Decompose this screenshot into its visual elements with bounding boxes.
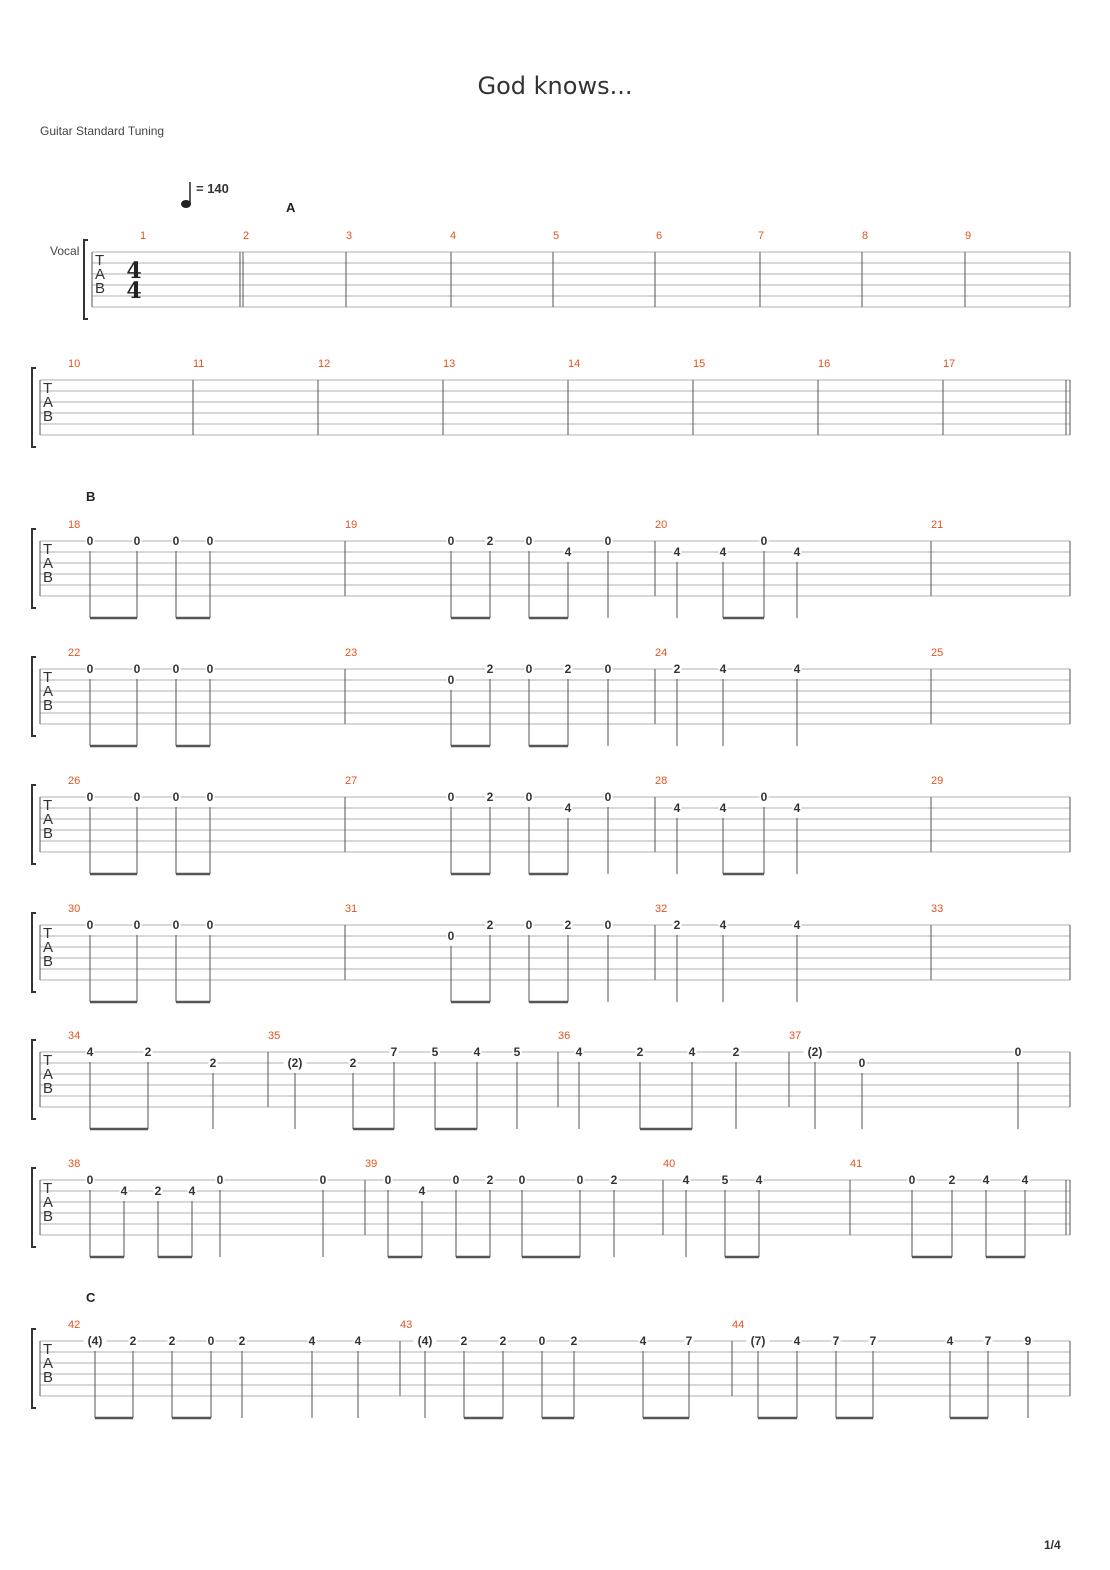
- fret-number: 4: [564, 801, 572, 815]
- fret-number: 0: [172, 534, 180, 548]
- measure-number: 42: [68, 1319, 81, 1331]
- fret-number: 0: [447, 790, 455, 804]
- tab-clef-letter: T: [43, 1052, 53, 1069]
- fret-number: 4: [719, 662, 727, 676]
- fret-number: 2: [564, 662, 572, 676]
- tab-clef-letter: A: [43, 683, 54, 700]
- tab-clef-letter: B: [95, 280, 106, 297]
- fret-number: 2: [948, 1173, 956, 1187]
- fret-number: 4: [682, 1173, 690, 1187]
- fret-number: 2: [673, 918, 681, 932]
- song-title: God knows...: [477, 72, 633, 100]
- fret-number: 5: [721, 1173, 729, 1187]
- measure-number: 24: [655, 647, 668, 659]
- fret-number: 0: [86, 918, 94, 932]
- fret-number: 0: [207, 1334, 215, 1348]
- measure-number: 2: [243, 230, 250, 242]
- fret-number: 0: [604, 662, 612, 676]
- measure-number: 19: [345, 519, 358, 531]
- fret-number: 0: [525, 790, 533, 804]
- system-bracket: [84, 240, 88, 319]
- tab-clef-letter: A: [43, 1355, 54, 1372]
- system-bracket: [32, 913, 36, 992]
- measure-number: 44: [732, 1319, 745, 1331]
- fret-number: 0: [384, 1173, 392, 1187]
- fret-number: 2: [129, 1334, 137, 1348]
- tab-clef-letter: B: [43, 697, 54, 714]
- fret-number: 5: [431, 1045, 439, 1059]
- measure-number: 11: [193, 358, 205, 370]
- fret-number: 4: [793, 1334, 801, 1348]
- fret-number: 9: [1024, 1334, 1032, 1348]
- fret-number: 4: [673, 801, 681, 815]
- measure-number: 33: [931, 903, 944, 915]
- time-signature-bottom: 4: [126, 278, 142, 304]
- fret-number: 0: [604, 790, 612, 804]
- fret-number: 0: [172, 918, 180, 932]
- fret-number: 4: [755, 1173, 763, 1187]
- tab-clef-letter: T: [43, 669, 53, 686]
- fret-number: 4: [719, 801, 727, 815]
- fret-number: 4: [719, 545, 727, 559]
- fret-number: 4: [1021, 1173, 1029, 1187]
- measure-number: 28: [655, 775, 668, 787]
- fret-number: 0: [133, 790, 141, 804]
- tempo-marking: = 140: [196, 181, 229, 196]
- measure-number: 15: [693, 358, 706, 370]
- measure-number: 16: [818, 358, 831, 370]
- fret-number: 0: [206, 534, 214, 548]
- fret-number: 4: [688, 1045, 696, 1059]
- tab-clef-letter: A: [43, 1194, 54, 1211]
- fret-number: 0: [447, 673, 455, 687]
- fret-number: 4: [564, 545, 572, 559]
- system-bracket: [32, 1168, 36, 1247]
- fret-number: 0: [133, 534, 141, 548]
- tab-clef-letter: T: [43, 380, 53, 397]
- fret-number: 2: [486, 662, 494, 676]
- tab-clef-letter: T: [43, 1341, 53, 1358]
- measure-number: 25: [931, 647, 944, 659]
- fret-number: 2: [486, 918, 494, 932]
- fret-number: (4): [87, 1334, 103, 1348]
- measure-number: 37: [789, 1030, 802, 1042]
- tab-clef-letter: A: [43, 811, 54, 828]
- fret-number: (2): [287, 1056, 303, 1070]
- tab-clef-letter: B: [43, 1369, 54, 1386]
- fret-number: 0: [206, 790, 214, 804]
- fret-number: 7: [390, 1045, 398, 1059]
- tab-clef-letter: B: [43, 1080, 54, 1097]
- fret-number: 0: [206, 662, 214, 676]
- fret-number: 4: [639, 1334, 647, 1348]
- section-marker: C: [86, 1290, 96, 1305]
- fret-number: 4: [354, 1334, 362, 1348]
- measure-number: 10: [68, 358, 81, 370]
- fret-number: 0: [133, 918, 141, 932]
- tab-clef-letter: B: [43, 569, 54, 586]
- fret-number: 0: [604, 534, 612, 548]
- fret-number: 7: [869, 1334, 877, 1348]
- measure-number: 32: [655, 903, 668, 915]
- fret-number: 2: [486, 1173, 494, 1187]
- fret-number: 0: [447, 534, 455, 548]
- fret-number: 4: [793, 662, 801, 676]
- measure-number: 8: [862, 230, 869, 242]
- fret-number: 0: [908, 1173, 916, 1187]
- tab-clef-letter: B: [43, 1208, 54, 1225]
- fret-number: 4: [793, 918, 801, 932]
- fret-number: 2: [349, 1056, 357, 1070]
- tab-clef-letter: T: [43, 541, 53, 558]
- fret-number: (4): [417, 1334, 433, 1348]
- measure-number: 1: [140, 230, 147, 242]
- fret-number: 2: [238, 1334, 246, 1348]
- fret-number: 2: [460, 1334, 468, 1348]
- tab-clef-letter: A: [43, 1066, 54, 1083]
- measure-number: 31: [345, 903, 358, 915]
- fret-number: 0: [319, 1173, 327, 1187]
- tab-clef-letter: T: [43, 1180, 53, 1197]
- measure-number: 4: [450, 230, 457, 242]
- fret-number: 0: [525, 662, 533, 676]
- fret-number: 4: [308, 1334, 316, 1348]
- fret-number: 0: [86, 662, 94, 676]
- fret-number: 2: [486, 790, 494, 804]
- fret-number: 4: [793, 801, 801, 815]
- tab-clef-letter: B: [43, 825, 54, 842]
- fret-number: 0: [216, 1173, 224, 1187]
- tab-clef-letter: A: [95, 266, 106, 283]
- measure-number: 18: [68, 519, 81, 531]
- fret-number: 2: [636, 1045, 644, 1059]
- time-signature-top: 4: [126, 258, 142, 284]
- tab-clef-letter: A: [43, 939, 54, 956]
- fret-number: (2): [807, 1045, 823, 1059]
- system-bracket: [32, 657, 36, 736]
- measure-number: 5: [553, 230, 560, 242]
- measure-number: 27: [345, 775, 358, 787]
- fret-number: 0: [576, 1173, 584, 1187]
- measure-number: 14: [568, 358, 581, 370]
- fret-number: 0: [452, 1173, 460, 1187]
- fret-number: 2: [209, 1056, 217, 1070]
- measure-number: 23: [345, 647, 358, 659]
- measure-number: 34: [68, 1030, 81, 1042]
- measure-number: 9: [965, 230, 972, 242]
- system-bracket: [32, 529, 36, 608]
- fret-number: 7: [832, 1334, 840, 1348]
- section-marker: A: [286, 200, 296, 215]
- fret-number: (7): [750, 1334, 766, 1348]
- fret-number: 2: [673, 662, 681, 676]
- system-bracket: [32, 785, 36, 864]
- fret-number: 2: [732, 1045, 740, 1059]
- fret-number: 0: [172, 662, 180, 676]
- fret-number: 7: [984, 1334, 992, 1348]
- measure-number: 35: [268, 1030, 281, 1042]
- fret-number: 2: [570, 1334, 578, 1348]
- fret-number: 4: [946, 1334, 954, 1348]
- measure-number: 17: [943, 358, 956, 370]
- tab-clef-letter: T: [95, 252, 105, 269]
- measure-number: 26: [68, 775, 81, 787]
- fret-number: 0: [518, 1173, 526, 1187]
- measure-number: 20: [655, 519, 668, 531]
- fret-number: 4: [86, 1045, 94, 1059]
- measure-number: 29: [931, 775, 944, 787]
- fret-number: 2: [564, 918, 572, 932]
- fret-number: 4: [575, 1045, 583, 1059]
- measure-number: 41: [850, 1158, 863, 1170]
- fret-number: 4: [120, 1184, 128, 1198]
- measure-number: 3: [346, 230, 353, 242]
- system-bracket: [32, 1329, 36, 1408]
- page-number: 1/4: [1044, 1538, 1061, 1552]
- tab-clef-letter: B: [43, 408, 54, 425]
- measure-number: 22: [68, 647, 81, 659]
- fret-number: 5: [513, 1045, 521, 1059]
- tab-clef-letter: A: [43, 555, 54, 572]
- fret-number: 0: [86, 790, 94, 804]
- tab-clef-letter: T: [43, 925, 53, 942]
- tab-clef-letter: B: [43, 953, 54, 970]
- tuning-label: Guitar Standard Tuning: [40, 124, 165, 138]
- measure-number: 36: [558, 1030, 571, 1042]
- fret-number: 4: [188, 1184, 196, 1198]
- fret-number: 0: [525, 918, 533, 932]
- fret-number: 2: [486, 534, 494, 548]
- fret-number: 0: [760, 534, 768, 548]
- fret-number: 2: [499, 1334, 507, 1348]
- measure-number: 43: [400, 1319, 413, 1331]
- measure-number: 39: [365, 1158, 378, 1170]
- fret-number: 0: [538, 1334, 546, 1348]
- fret-number: 7: [685, 1334, 693, 1348]
- measure-number: 30: [68, 903, 81, 915]
- measure-number: 40: [663, 1158, 676, 1170]
- measure-number: 38: [68, 1158, 81, 1170]
- fret-number: 4: [982, 1173, 990, 1187]
- measure-number: 6: [656, 230, 663, 242]
- fret-number: 0: [86, 1173, 94, 1187]
- measure-number: 7: [758, 230, 765, 242]
- fret-number: 0: [760, 790, 768, 804]
- fret-number: 2: [168, 1334, 176, 1348]
- fret-number: 4: [473, 1045, 481, 1059]
- fret-number: 0: [172, 790, 180, 804]
- system-bracket: [32, 368, 36, 447]
- measure-number: 21: [931, 519, 944, 531]
- fret-number: 0: [86, 534, 94, 548]
- measure-number: 13: [443, 358, 456, 370]
- fret-number: 0: [525, 534, 533, 548]
- instrument-label: Vocal: [50, 244, 80, 258]
- tab-clef-letter: A: [43, 394, 54, 411]
- fret-number: 2: [610, 1173, 618, 1187]
- fret-number: 4: [793, 545, 801, 559]
- system-bracket: [32, 1040, 36, 1119]
- fret-number: 0: [206, 918, 214, 932]
- fret-number: 4: [673, 545, 681, 559]
- fret-number: 2: [144, 1045, 152, 1059]
- fret-number: 4: [719, 918, 727, 932]
- measure-number: 12: [318, 358, 331, 370]
- section-marker: B: [86, 489, 96, 504]
- fret-number: 0: [604, 918, 612, 932]
- fret-number: 2: [154, 1184, 162, 1198]
- tab-clef-letter: T: [43, 797, 53, 814]
- fret-number: 0: [447, 929, 455, 943]
- fret-number: 0: [1014, 1045, 1022, 1059]
- fret-number: 4: [418, 1184, 426, 1198]
- fret-number: 0: [133, 662, 141, 676]
- fret-number: 0: [858, 1056, 866, 1070]
